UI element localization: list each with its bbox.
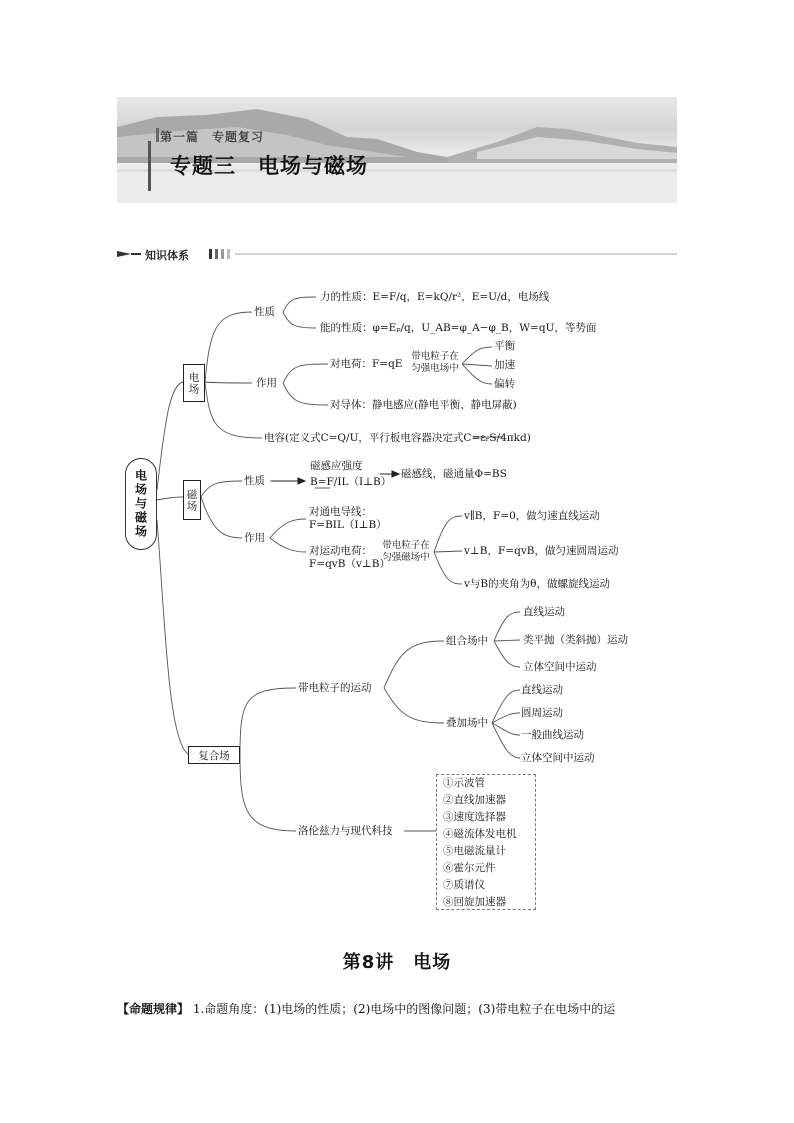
composite-combined-label: 组合场中 <box>446 635 488 647</box>
electric-effect-label: 作用 <box>256 377 277 389</box>
proposition-rule <box>117 1000 615 1017</box>
root-node: 电场与磁场 <box>125 458 157 550</box>
combined-item: 直线运动 <box>523 606 565 618</box>
combined-item: 立体空间中运动 <box>523 661 597 673</box>
composite-field-node: 复合场 <box>188 746 240 764</box>
magnetic-effect-label: 作用 <box>244 532 265 544</box>
magnetic-on-moving-formula: F=qvB（v⊥B） <box>309 558 390 570</box>
magnetic-flux: 磁感线，磁通量Φ=BS <box>401 468 507 480</box>
electric-field-node: 电场 <box>183 364 205 402</box>
superposed-item: 立体空间中运动 <box>521 752 595 764</box>
part-label: 第一篇 专题复习 <box>160 130 265 144</box>
electric-on-conductor: 对导体：静电感应(静电平衡、静电屏蔽) <box>330 399 517 411</box>
magnetic-parallel: v∥B，F=0，做匀速直线运动 <box>464 510 600 522</box>
composite-motion-label: 带电粒子的运动 <box>298 682 372 694</box>
section-title: 知识体系 <box>145 249 189 262</box>
tech-item: ②直线加速器 <box>443 794 506 806</box>
combined-item: 类平抛（类斜抛）运动 <box>523 634 628 646</box>
tech-item: ⑧回旋加速器 <box>443 896 506 908</box>
electric-property-label: 性质 <box>254 306 275 318</box>
topic-title: 专题三 电场与磁场 <box>170 154 368 178</box>
magnetic-property-label: 性质 <box>244 475 265 487</box>
tech-item: ⑤电磁流量计 <box>443 845 506 857</box>
electric-force-property: 力的性质：E=F/q，E=kQ/r²，E=U/d，电场线 <box>320 291 550 303</box>
electric-accelerate: 加速 <box>494 359 515 371</box>
magnetic-charged-particle: 带电粒子在匀强磁场中 <box>382 540 430 563</box>
superposed-item: 一般曲线运动 <box>521 729 584 741</box>
electric-charged-particle: 带电粒子在匀强电场中 <box>411 351 459 374</box>
magnetic-on-wire-formula: F=BIL（I⊥B） <box>309 519 387 531</box>
magnetic-angle: v与B的夹角为θ，做螺旋线运动 <box>464 578 610 590</box>
electric-on-charge: 对电荷：F=qE <box>330 358 403 370</box>
electric-capacitance: 电容(定义式C=Q/U，平行板电容器决定式C=εᵣS/4πkd) <box>264 432 531 444</box>
superposed-item: 圆周运动 <box>521 707 563 719</box>
composite-lorentz-label: 洛伦兹力与现代科技 <box>298 825 393 837</box>
magnetic-induction-formula: B=F/IL（I⊥B） <box>310 476 392 488</box>
tech-item: ⑦质谱仪 <box>443 879 485 891</box>
tech-item: ④磁流体发电机 <box>443 828 517 840</box>
magnetic-field-node: 磁场 <box>183 480 201 520</box>
tech-item: ⑥霍尔元件 <box>443 862 496 874</box>
lecture-title: 第8讲 电场 <box>342 952 452 973</box>
magnetic-perpendicular: v⊥B，F=qvB，做匀速圆周运动 <box>464 545 619 557</box>
electric-balance: 平衡 <box>494 340 515 352</box>
electric-energy-property: 能的性质：φ=Eₚ/q，U_AB=φ_A−φ_B，W=qU，等势面 <box>320 322 597 334</box>
composite-superposed-label: 叠加场中 <box>446 717 488 729</box>
tech-item: ①示波管 <box>443 777 485 789</box>
rule-tag: 【命题规律】 <box>117 1002 190 1016</box>
superposed-item: 直线运动 <box>521 684 563 696</box>
magnetic-induction-title: 磁感应强度 <box>310 460 363 472</box>
electric-deflect: 偏转 <box>494 378 515 390</box>
magnetic-on-wire-title: 对通电导线： <box>309 506 372 518</box>
tech-item: ③速度选择器 <box>443 811 506 823</box>
rule-text: 1.命题角度：(1)电场的性质；(2)电场中的图像问题；(3)带电粒子在电场中的运 <box>192 1002 616 1016</box>
magnetic-on-moving-title: 对运动电荷： <box>309 545 372 557</box>
